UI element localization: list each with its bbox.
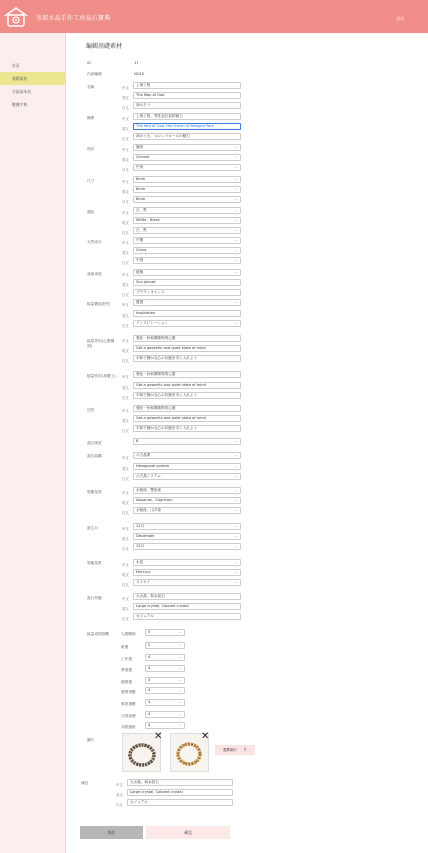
lang-en-label: 英文 (122, 190, 129, 194)
origin-ja-input[interactable]: ブラウンキャンス (133, 289, 241, 296)
page-title: 編輯基礎素材 (86, 43, 123, 50)
close-icon[interactable]: ✕ (201, 731, 210, 742)
lang-ja-label: 日文 (122, 617, 129, 621)
element-en-select[interactable]: Mercury ⌄ (133, 569, 241, 576)
lang-en-label: 英文 (122, 96, 129, 100)
lang-en-label: 英文 (122, 386, 129, 390)
lang-ja-label: 日文 (122, 231, 129, 235)
lang-zh-label: 中文 (122, 339, 129, 343)
color-ja-select[interactable]: 白、黒 ⌄ (133, 227, 241, 234)
lang-zh-label: 中文 (122, 117, 129, 121)
lang-en-label: 英文 (122, 607, 129, 611)
lang-ja-label: 日文 (122, 583, 129, 587)
lang-ja-label: 日文 (116, 803, 123, 807)
rating-label: 工作運 (121, 657, 133, 661)
upload-icon: ⇪ (243, 748, 248, 753)
lang-ja-label: 日文 (122, 261, 129, 265)
lang-en-label: 英文 (116, 793, 123, 797)
hardness-select[interactable]: 8 ⌄ (133, 438, 241, 445)
desc-label: 簡要 (87, 116, 95, 120)
lang-en-label: 英文 (122, 419, 129, 423)
zodiac-zh-select[interactable]: 水瓶座、雙魚座 ⌄ (133, 487, 241, 494)
system-label: 晶石結構 (87, 454, 102, 458)
meaning3-label: 功效 (87, 408, 95, 412)
lang-en-label: 英文 (122, 158, 129, 162)
month-ja-select[interactable]: 12月 ⌄ (133, 543, 241, 550)
lang-ja-label: 日文 (122, 200, 129, 204)
rating-label: 感情指數 (121, 690, 136, 694)
system-ja-select[interactable]: 六方晶システム ⌄ (133, 473, 241, 480)
meaning3-en-input[interactable]: Get a powerful and quiet state of mind (133, 415, 241, 422)
size-en-select[interactable]: 8mm ⌄ (133, 186, 241, 193)
lang-ja-label: 日文 (122, 324, 129, 328)
lang-zh-label: 中文 (122, 303, 129, 307)
form-type-ja-input[interactable]: カジュアル (133, 613, 241, 620)
name-label: 名稱 (87, 85, 95, 89)
lang-zh-label: 中文 (122, 241, 129, 245)
rating-select[interactable]: 4 ⌄ (145, 711, 185, 718)
form-type-zh-input[interactable]: 大水晶、和水晶石 (133, 593, 241, 600)
meaning2-zh-input[interactable]: 強化一份和潤事物的心靈 (133, 371, 241, 378)
meaning3-zh-input[interactable]: 強化一份和潤事物的心靈 (133, 405, 241, 412)
close-icon[interactable]: ✕ (154, 731, 163, 742)
rating-label: 健康運 (121, 680, 133, 684)
system-en-select[interactable]: Hexagonal system ⌄ (133, 463, 241, 470)
sidebar-item-crystal-table[interactable]: 水晶基本表 (12, 89, 31, 94)
lang-ja-label: 日文 (122, 477, 129, 481)
upload-button-label: 選擇圖片 (222, 748, 238, 752)
lang-en-label: 英文 (122, 127, 129, 131)
id-label: ID (87, 61, 91, 65)
lang-en-label: 英文 (122, 501, 129, 505)
desc-ja-input[interactable]: 神のうろ，ロロッパロールの魅力 (133, 133, 241, 140)
rating-select[interactable]: 4 ⌄ (145, 665, 185, 672)
color-zh-select[interactable]: 白、黑 ⌄ (133, 207, 241, 214)
zodiac-en-select[interactable]: Aquarius、Capricorn ⌄ (133, 497, 241, 504)
lang-ja-label: 日文 (122, 429, 129, 433)
meaning1-ja-input[interactable]: 平和で静かな心の状態を手に入れよう (133, 355, 241, 362)
zodiac-label: 對應星座 (87, 490, 102, 494)
note-en-input[interactable]: Large crystal, Colored crystal (127, 789, 233, 796)
rating-select[interactable]: 3 ⌄ (145, 677, 185, 684)
lang-zh-label: 中文 (122, 211, 129, 215)
lang-zh-label: 中文 (122, 597, 129, 601)
id-value: 17 (134, 61, 139, 65)
lang-ja-label: 日文 (122, 547, 129, 551)
name-ja-input[interactable]: 神のろう (133, 102, 241, 109)
rating-label: 人際關係 (121, 632, 136, 636)
meaning1-en-input[interactable]: Get a peaceful and quiet state of mind (133, 345, 241, 352)
lang-en-label: 英文 (122, 467, 129, 471)
lang-ja-label: 日文 (122, 106, 129, 110)
grade-ja-select[interactable]: 中国 ⌄ (133, 257, 241, 264)
app-title: 釜郎水晶手作工房晶石寶典 (36, 15, 111, 22)
energy-label: 能量價值/特性 (87, 302, 111, 306)
logo-icon[interactable] (4, 7, 28, 27)
rating-label: 學業運 (121, 668, 133, 672)
energy-ja-select[interactable]: インスピレーション ⌄ (133, 320, 241, 327)
lang-zh-label: 中文 (122, 527, 129, 531)
sidebar-item-dictionary[interactable]: 數據字典 (12, 102, 28, 107)
zodiac-ja-select[interactable]: 水瓶座、山羊座 ⌄ (133, 507, 241, 514)
origin-en-input[interactable]: Sun planet (133, 279, 241, 286)
ratings-label: 能量表現指數 (87, 632, 110, 636)
sidebar (0, 33, 66, 853)
confirm-button[interactable]: 確認 (146, 826, 230, 839)
lang-zh-label: 中文 (116, 783, 123, 787)
lang-ja-label: 日文 (122, 137, 129, 141)
lang-en-label: 英文 (122, 537, 129, 541)
grade-label: 天然成分 (87, 240, 102, 244)
month-en-select[interactable]: December ⌄ (133, 533, 241, 540)
lang-zh-label: 中文 (122, 456, 129, 460)
lang-zh-label: 中文 (122, 148, 129, 152)
lang-en-label: 英文 (122, 283, 129, 287)
color-en-select[interactable]: White、Black ⌄ (133, 217, 241, 224)
energy-en-input[interactable]: Inspiration (133, 310, 241, 317)
note-label: 備註 (81, 781, 89, 785)
lang-ja-label: 日文 (122, 168, 129, 172)
rating-select[interactable]: 4 ⌄ (145, 722, 185, 729)
energy-zh-select[interactable]: 靈感 ⌄ (133, 299, 241, 306)
logout-link[interactable]: 登出 (396, 16, 404, 21)
shape-label: 形状 (87, 147, 95, 151)
lang-en-label: 英文 (122, 349, 129, 353)
code-value: NO10 (134, 72, 145, 76)
form-type-label: 晶石形態 (87, 596, 102, 600)
hardness-label: 晶石硬度 (87, 441, 102, 445)
lang-zh-label: 中文 (122, 180, 129, 184)
rating-label: 功勞資歷 (121, 714, 136, 718)
lang-ja-label: 日文 (122, 293, 129, 297)
lang-en-label: 英文 (122, 221, 129, 225)
size-ja-select[interactable]: 8mm ⌄ (133, 196, 241, 203)
grade-en-select[interactable]: China ⌄ (133, 247, 241, 254)
desc-zh-input[interactable]: 上海工程，男性品位氣的魅力 (133, 113, 241, 120)
desc-en-input[interactable]: The fate of God, the charm of Bologna Park (133, 123, 241, 130)
meaning2-label: 能量作用(身體上) (87, 374, 116, 378)
lang-zh-label: 中文 (122, 86, 129, 90)
rating-label: 事業指數 (121, 702, 136, 706)
images-label: 圖片 (87, 738, 95, 742)
sidebar-item-home[interactable]: 首頁 (12, 63, 20, 68)
meaning1-zh-input[interactable]: 強化一份和潤事物的心靈 (133, 335, 241, 342)
rating-select[interactable]: 5 ⌄ (145, 629, 185, 636)
meaning2-ja-input[interactable]: 平和で静かな心の状態を手に入れよう (133, 392, 241, 399)
lang-en-label: 英文 (122, 251, 129, 255)
lang-en-label: 英文 (122, 314, 129, 318)
sidebar-item-base-materials[interactable]: 基礎素材 (0, 72, 66, 85)
note-zh-input[interactable]: 大水晶、和水晶石 (127, 779, 233, 786)
note-ja-input[interactable]: カジュアル (127, 799, 233, 806)
lang-zh-label: 中文 (122, 491, 129, 495)
month-label: 誕生月 (87, 526, 99, 530)
app-header (0, 0, 428, 33)
rating-select[interactable]: 4 ⌄ (145, 699, 185, 706)
grade-zh-select[interactable]: 中國 ⌄ (133, 237, 241, 244)
code-label: 內部編號 (87, 72, 102, 76)
upload-button[interactable] (215, 745, 255, 755)
shape-zh-select[interactable]: 圓形 ⌄ (133, 144, 241, 151)
save-button[interactable]: 保存 (80, 826, 143, 839)
lang-zh-label: 中文 (122, 563, 129, 567)
system-zh-select[interactable]: 六方晶系 ⌄ (133, 452, 241, 459)
lang-zh-label: 中文 (122, 409, 129, 413)
element-zh-select[interactable]: 水星 ⌄ (133, 559, 241, 566)
month-zh-select[interactable]: 12月 ⌄ (133, 523, 241, 530)
name-zh-input[interactable]: 上海工程 (133, 82, 241, 89)
shape-ja-select[interactable]: 円形 ⌄ (133, 164, 241, 171)
color-label: 顏色 (87, 210, 95, 214)
origin-zh-select[interactable]: 藍鯨 ⌄ (133, 269, 241, 276)
lang-zh-label: 中文 (122, 273, 129, 277)
size-label: 尺寸 (87, 179, 95, 183)
size-zh-select[interactable]: 8mm ⌄ (133, 176, 241, 183)
rating-select[interactable]: 4 ⌄ (145, 654, 185, 661)
lang-zh-label: 中文 (122, 375, 129, 379)
form-type-en-input[interactable]: Large crystal, Colored crystal (133, 603, 241, 610)
element-ja-select[interactable]: スイセイ ⌄ (133, 579, 241, 586)
rating-label: 非我運術 (121, 725, 136, 729)
lang-ja-label: 日文 (122, 359, 129, 363)
lang-en-label: 英文 (122, 573, 129, 577)
lang-ja-label: 日文 (122, 511, 129, 515)
meaning3-ja-input[interactable]: 平和で静かな心の状態を手に入れよう (133, 425, 241, 432)
element-label: 對應星系 (87, 561, 102, 565)
name-en-input[interactable]: The Man of God (133, 92, 241, 99)
origin-label: 產地來源 (87, 272, 102, 276)
shape-en-select[interactable]: Circular ⌄ (133, 154, 241, 161)
rating-label: 財運 (121, 645, 129, 649)
rating-select[interactable]: 4 ⌄ (145, 687, 185, 694)
lang-ja-label: 日文 (122, 396, 129, 400)
meaning1-label: 能量作用(心靈層面) (87, 339, 115, 348)
meaning2-en-input[interactable]: Get a powerful and quiet state of mind (133, 382, 241, 389)
rating-select[interactable]: 2 ⌄ (145, 642, 185, 649)
